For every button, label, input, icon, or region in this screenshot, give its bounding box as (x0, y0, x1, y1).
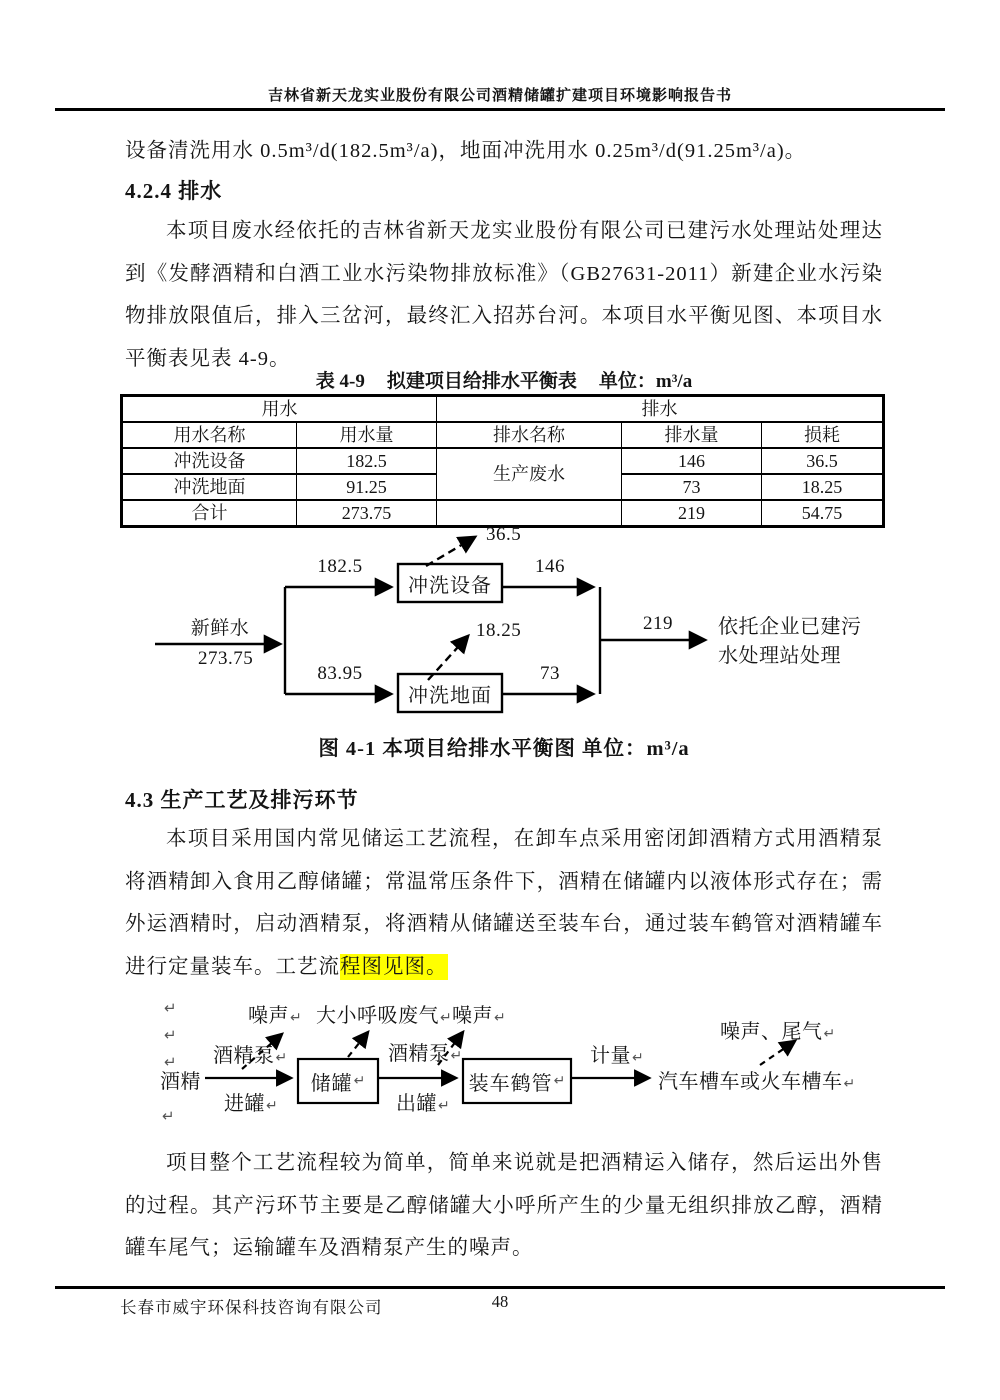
ground-box: 冲洗地面 (408, 684, 492, 707)
paragraph-mark-icon: ↵ (632, 1050, 644, 1066)
noise3-text: 噪声、尾气 (720, 1021, 823, 1043)
paragraph-mark-icon: ↵ (494, 1010, 506, 1026)
group-header-drainage: 排水 (437, 396, 884, 423)
paragraph-mark-icon: ↵ (164, 1053, 177, 1071)
in-tank-label (224, 1087, 278, 1116)
metering-label (590, 1039, 644, 1068)
header-divider (55, 108, 945, 111)
equip-loss-value: 36.5 (486, 524, 522, 545)
cell-drain-name (437, 500, 622, 527)
pump-in-text: 酒精泵 (213, 1045, 275, 1067)
breathing-gas-label (316, 999, 452, 1028)
metering-text: 计量 (590, 1045, 631, 1067)
table-group-header-row (122, 396, 884, 423)
intro-paragraph: 设备清洗用水 0.5m³/d(182.5m³/a)，地面冲洗用水 0.25m³/d(91.25m³/a)。 (125, 140, 807, 162)
equip-in-value: 182.5 (317, 556, 363, 577)
water-balance-diagram (120, 524, 900, 729)
table-title-unit: 单位：m³/a (598, 371, 693, 392)
ground-in-value: 83.95 (317, 663, 363, 684)
footer-company: 长春市威宇环保科技咨询有限公司 (120, 1298, 383, 1317)
cell-use-name: 冲洗设备 (122, 448, 297, 474)
total-out-value: 219 (643, 613, 673, 634)
noise2-label (452, 999, 506, 1028)
tank-box-text: 储罐 (310, 1072, 353, 1095)
section-heading-424: 4.2.4 排水 (125, 179, 223, 203)
tanker-destination-label (658, 1065, 855, 1094)
col-header-loss: 损耗 (762, 422, 884, 448)
col-header-drain-amount: 排水量 (622, 422, 762, 448)
figure-caption: 图 4-1 本项目给排水平衡图 单位：m³/a (318, 738, 690, 760)
col-header-use-amount: 用水量 (297, 422, 437, 448)
col-header-use-name: 用水名称 (122, 422, 297, 448)
section-424-paragraph: 本项目废水经依托的吉林省新天龙实业股份有限公司已建污水处理站处理达到《发酵酒精和白酒工业水污染物排放标准》（GB27631-2011）新建企业水污染物排放限值后，排入三岔河，最终汇入招苏台河。本项目水平衡见图、本项目水平衡表见表 4-9。 (125, 220, 883, 370)
crane-box-text: 装车鹤管 (468, 1072, 553, 1095)
table-header-row (122, 422, 884, 448)
highlighted-text: 程图见图。 (340, 955, 448, 978)
paragraph-mark-icon: ↵ (162, 1107, 175, 1125)
cell-drain-name: 生产废水 (437, 448, 622, 500)
pump-out-text: 酒精泵 (388, 1043, 450, 1065)
paragraph-mark-icon: ↵ (164, 999, 177, 1017)
cell-loss: 36.5 (762, 448, 884, 474)
cell-use-amount: 273.75 (297, 500, 437, 527)
cell-use-amount: 182.5 (297, 448, 437, 474)
paragraph-mark-icon: ↵ (275, 1050, 288, 1066)
noise3-label (720, 1015, 835, 1044)
group-header-water-use: 用水 (122, 396, 437, 423)
table-title (125, 366, 883, 393)
paragraph-mark-icon: ↵ (353, 1073, 366, 1089)
footer-page-number: 48 (491, 1292, 509, 1311)
paragraph-mark-icon: ↵ (438, 1098, 450, 1114)
footer-divider (55, 1286, 945, 1289)
tank-box (298, 1059, 378, 1103)
table-row-total (122, 500, 884, 527)
noise2-text: 噪声 (452, 1005, 493, 1027)
noise1-label (248, 999, 302, 1028)
out-tank-label (396, 1087, 450, 1116)
cell-use-name: 冲洗地面 (122, 474, 297, 500)
source-label: 酒精 (160, 1071, 201, 1093)
table-title-label: 表 4-9 (315, 371, 365, 392)
destination-line2: 水处理站处理 (718, 645, 841, 667)
cell-use-name: 合计 (122, 500, 297, 527)
paragraph-mark-icon: ↵ (164, 1026, 177, 1044)
col-header-drain-name: 排水名称 (437, 422, 622, 448)
equip-out-value: 146 (535, 556, 565, 577)
fresh-water-label: 新鲜水 (190, 618, 250, 639)
paragraph-mark-icon: ↵ (266, 1098, 278, 1114)
fresh-water-value: 273.75 (198, 648, 254, 669)
water-balance-table (120, 394, 885, 528)
cell-loss: 54.75 (762, 500, 884, 527)
cell-drain-amount: 219 (622, 500, 762, 527)
closing-paragraph: 项目整个工艺流程较为简单，简单来说就是把酒精运入储存，然后运出外售的过程。其产污环节主要是乙醇储罐大小呼所产生的少量无组织排放乙醇，酒精罐车尾气；运输罐车及酒精泵产生的噪声。 (125, 1152, 883, 1259)
paragraph-mark-icon: ↵ (440, 1010, 452, 1026)
process-flow-diagram (120, 995, 900, 1137)
pump-out-label (388, 1037, 462, 1066)
table-title-name: 拟建项目给排水平衡表 (386, 371, 577, 392)
cell-drain-amount: 73 (622, 474, 762, 500)
section-heading-43: 4.3 生产工艺及排污环节 (125, 788, 359, 812)
out-tank-text: 出罐 (396, 1093, 437, 1115)
paragraph-mark-icon: ↵ (553, 1073, 566, 1089)
cell-loss: 18.25 (762, 474, 884, 500)
equip-box: 冲洗设备 (408, 574, 492, 597)
ground-loss-value: 18.25 (476, 620, 522, 641)
paragraph-mark-icon: ↵ (450, 1048, 463, 1064)
section-43-paragraph (125, 818, 883, 988)
pump-in-label (213, 1039, 287, 1068)
page-header-title: 吉林省新天龙实业股份有限公司酒精储罐扩建项目环境影响报告书 (267, 88, 732, 104)
paragraph-mark-icon: ↵ (290, 1010, 302, 1026)
paragraph-mark-icon: ↵ (843, 1076, 856, 1092)
table-row (122, 448, 884, 474)
tanker-destination-text: 汽车槽车或火车槽车 (658, 1071, 843, 1093)
destination-line1: 依托企业已建污 (718, 616, 862, 638)
in-tank-text: 进罐 (224, 1093, 265, 1115)
breathing-gas-text: 大小呼吸废气 (316, 1005, 439, 1027)
cell-use-amount: 91.25 (297, 474, 437, 500)
crane-box (463, 1059, 571, 1103)
noise1-text: 噪声 (248, 1005, 289, 1027)
paragraph-mark-icon: ↵ (823, 1026, 836, 1042)
section-43-paragraph-text: 本项目采用国内常见储运工艺流程，在卸车点采用密闭卸酒精方式用酒精泵将酒精卸入食用乙醇储罐；常温常压条件下，酒精在储罐内以液体形式存在；需外运酒精时，启动酒精泵，将酒精从储罐送至装车台，通过装车鹤管对酒精罐车进行定量装车。工艺流 (125, 828, 883, 978)
cell-drain-amount: 146 (622, 448, 762, 474)
ground-out-value: 73 (540, 663, 560, 684)
